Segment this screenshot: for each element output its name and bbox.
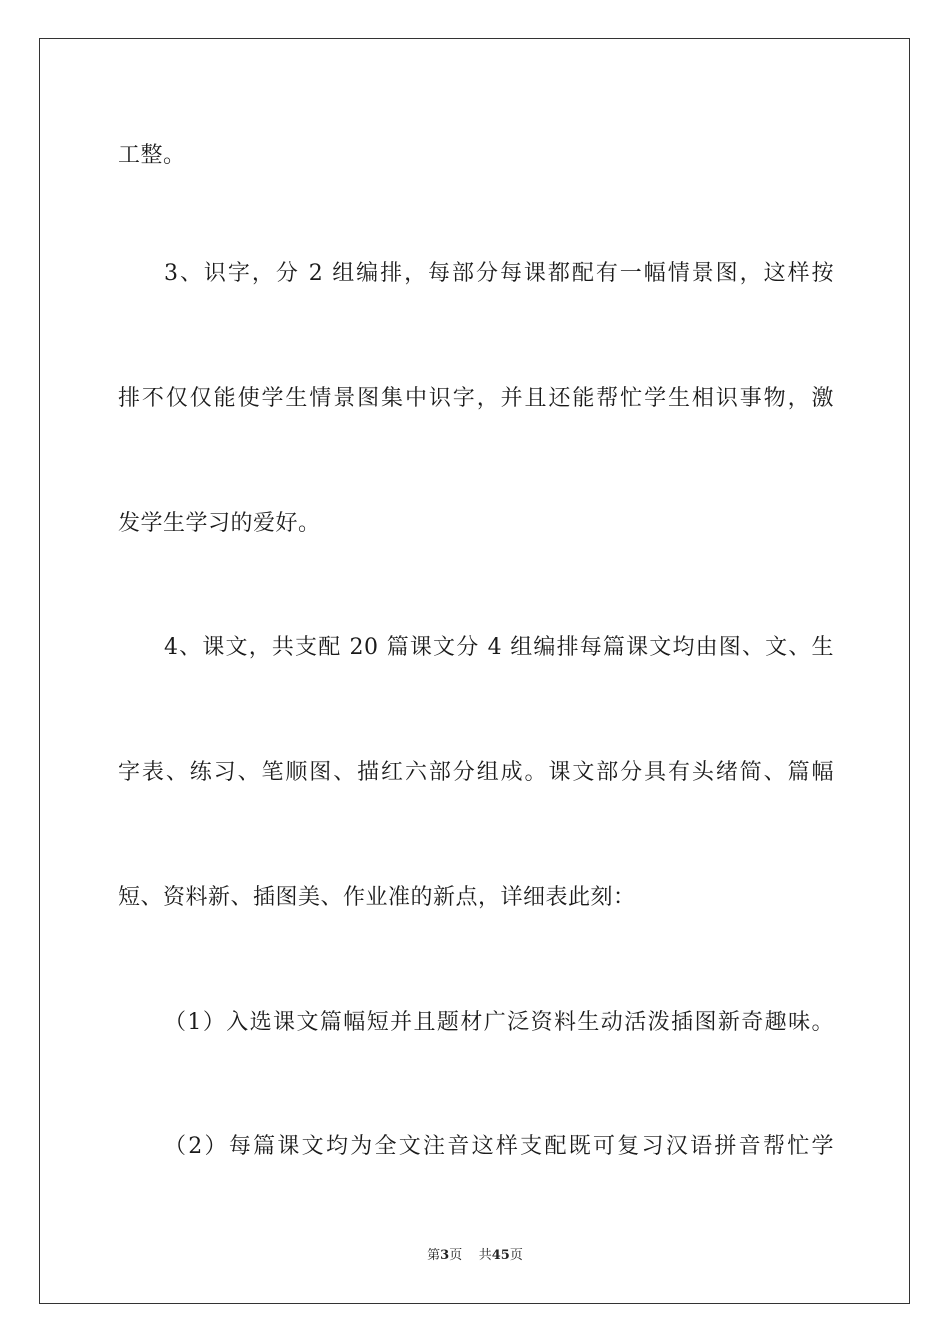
footer-page-prefix: 第 <box>427 1248 441 1263</box>
body-line-1: 工整。 <box>118 143 186 168</box>
body-line-5: 4、课文，共支配 20 篇课文分 4 组编排每篇课文均由图、文、生 <box>164 635 834 660</box>
footer-total-prefix: 共 <box>478 1248 492 1263</box>
body-line-8: （1）入选课文篇幅短并且题材广泛资料生动活泼插图新奇趣味。 <box>164 1010 834 1035</box>
footer-total-pages: 45 <box>491 1248 510 1263</box>
body-line-2: 3、识字，分 2 组编排，每部分每课都配有一幅情景图，这样按 <box>164 261 834 286</box>
footer-total-suffix: 页 <box>509 1248 523 1263</box>
footer-page-number: 3 <box>440 1248 450 1263</box>
body-line-4: 发学生学习的爱好。 <box>118 511 321 536</box>
body-line-9: （2）每篇课文均为全文注音这样支配既可复习汉语拼音帮忙学 <box>164 1134 834 1159</box>
body-line-7: 短、资料新、插图美、作业准的新点，详细表此刻： <box>118 885 636 910</box>
body-line-6: 字表、练习、笔顺图、描红六部分组成。课文部分具有头绪简、篇幅 <box>118 760 834 785</box>
body-line-3: 排不仅仅能使学生情景图集中识字，并且还能帮忙学生相识事物，激 <box>118 386 834 411</box>
footer-page-suffix: 页 <box>449 1248 463 1263</box>
page-footer <box>0 1247 950 1265</box>
page-border <box>39 38 910 1304</box>
